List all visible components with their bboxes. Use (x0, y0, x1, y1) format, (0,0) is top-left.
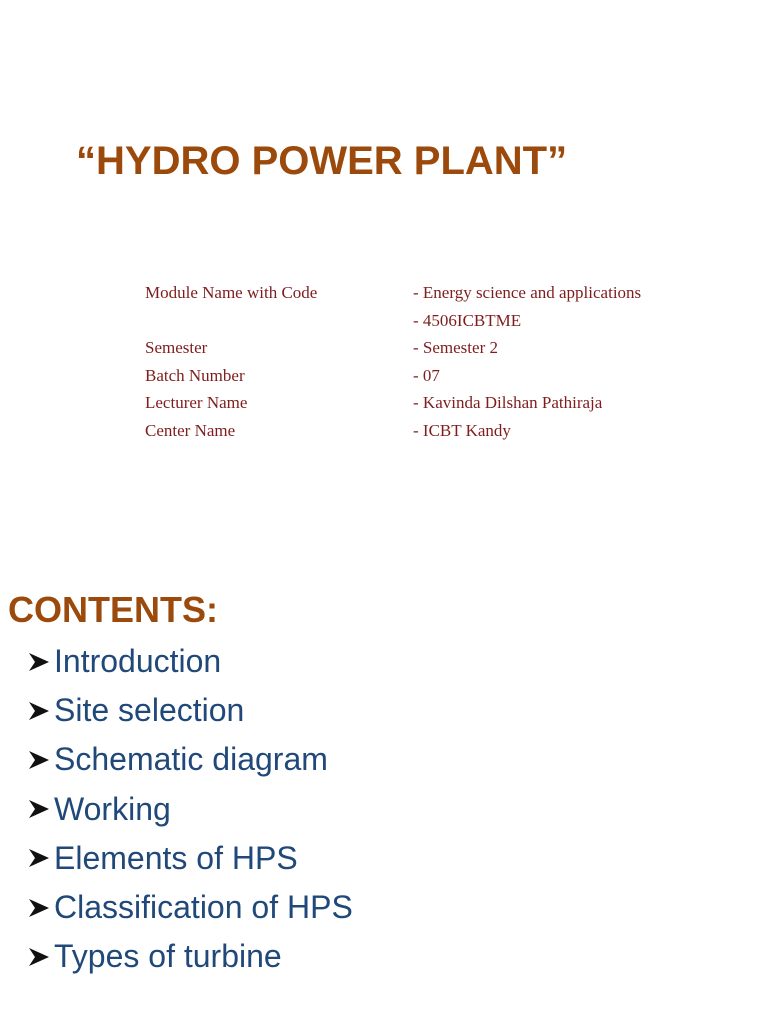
info-label: Semester (145, 338, 208, 358)
list-item (27, 834, 353, 883)
info-label: Module Name with Code (145, 283, 318, 302)
info-row-batch (145, 362, 641, 390)
list-item (27, 735, 353, 784)
info-row-semester (145, 334, 641, 362)
info-label (145, 307, 413, 335)
list-item (27, 686, 353, 735)
module-info-table (145, 279, 641, 445)
arrowhead-bullet-icon (27, 942, 54, 972)
info-value: - ICBT Kandy (413, 420, 511, 440)
info-value: - Kavinda Dilshan Pathiraja (413, 393, 603, 413)
info-value: - Semester 2 (413, 338, 498, 358)
contents-item-label: Site selection (54, 692, 245, 729)
arrowhead-bullet-icon (27, 696, 54, 726)
info-label: Center Name (145, 420, 236, 440)
contents-item-label: Classification of HPS (54, 889, 353, 926)
arrowhead-bullet-icon (27, 647, 54, 677)
info-value: - 4506ICBTME (413, 310, 522, 330)
contents-list (27, 637, 353, 981)
document-title: “HYDRO POWER PLANT” (76, 139, 568, 183)
info-value: - Energy science and applications (413, 283, 642, 302)
contents-item-label: Introduction (54, 643, 222, 680)
contents-item-label: Elements of HPS (54, 839, 298, 876)
list-item (27, 932, 353, 981)
arrowhead-bullet-icon (27, 794, 54, 824)
info-row-center (145, 417, 641, 445)
list-item (27, 785, 353, 834)
info-label: Batch Number (145, 365, 245, 385)
arrowhead-bullet-icon (27, 893, 54, 923)
contents-item-label: Schematic diagram (54, 741, 328, 778)
info-value: - 07 (413, 365, 440, 385)
info-label: Lecturer Name (145, 393, 248, 413)
info-row-module (145, 279, 641, 307)
contents-item-label: Types of turbine (54, 938, 282, 975)
arrowhead-bullet-icon (27, 843, 54, 873)
info-row-lecturer (145, 389, 641, 417)
contents-item-label: Working (54, 790, 171, 827)
contents-heading: CONTENTS: (8, 589, 218, 630)
arrowhead-bullet-icon (27, 745, 54, 775)
list-item (27, 883, 353, 932)
list-item (27, 637, 353, 686)
info-row-module-code (145, 307, 641, 335)
